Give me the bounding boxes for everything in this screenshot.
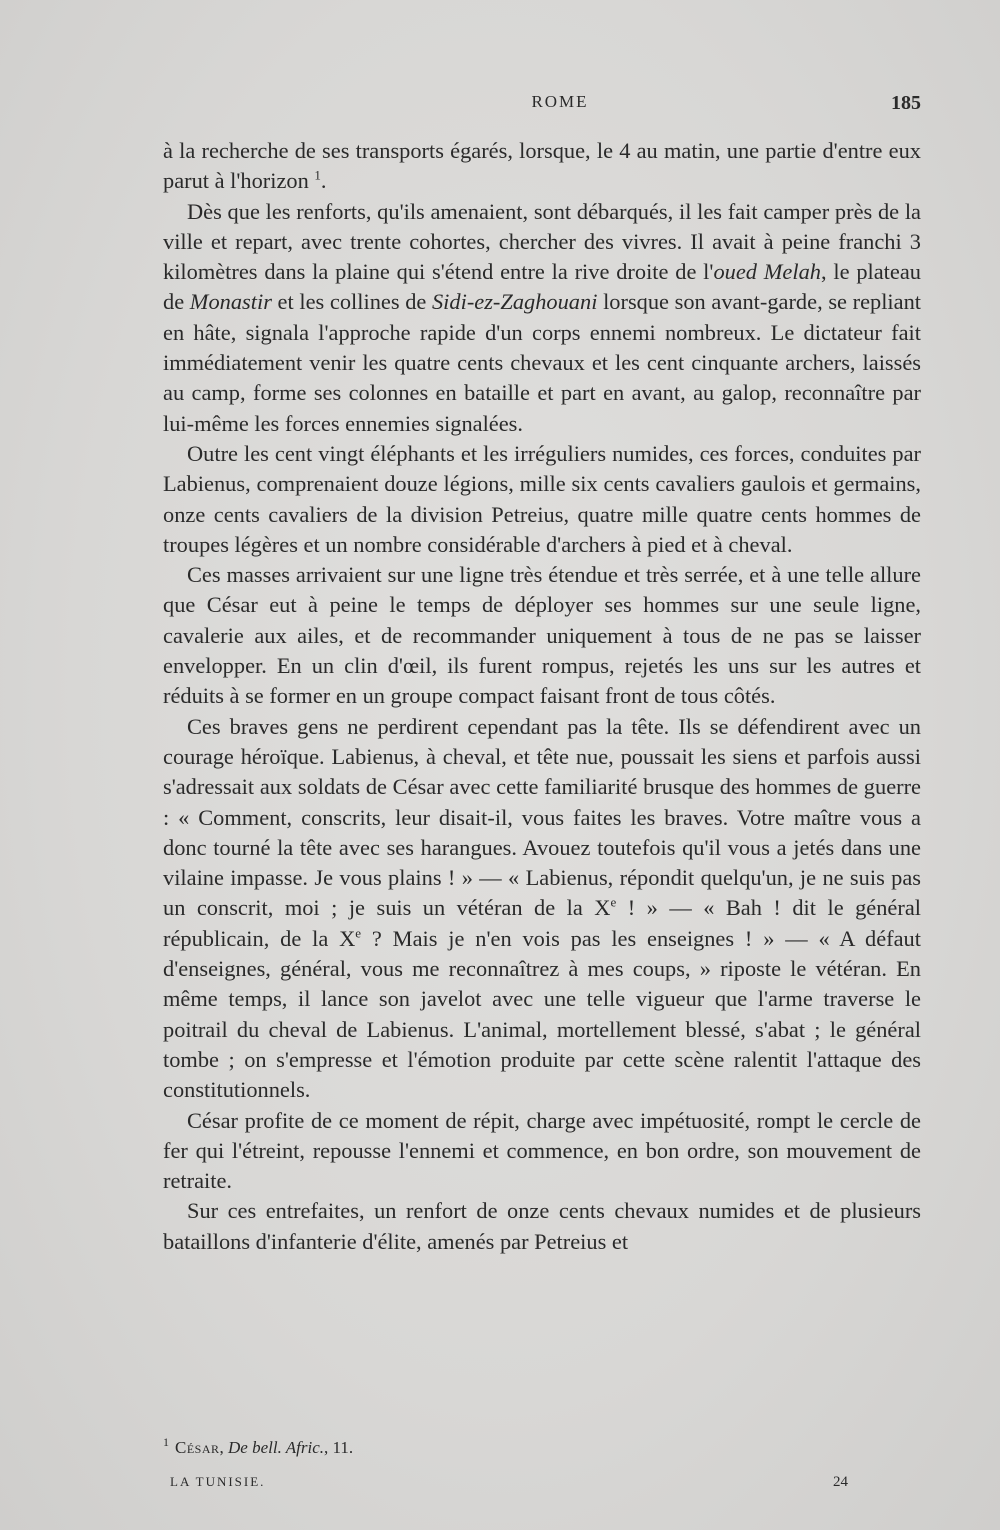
paragraph-text: , le plateau de: [163, 259, 921, 315]
footnote-number: 1: [163, 1435, 169, 1450]
paragraph-3: Outre les cent vingt éléphants et les irréguliers numides, ces forces, conduites par Labienus, comprenaient douze légions, mille six cents cavaliers gaulois et germains, onze cents cavaliers de la division Petreius, quatre mille quatre cents hommes de troupes légères et un nombre considérable d'archers à pied et à cheval.: [163, 440, 921, 557]
paragraph-text: Dès que les renforts, qu'ils amenaient, sont débarqués, il les fait camper près de la ville et repart, avec trente cohortes, chercher des vivres. Il avait à peine franchi 3 kilomètres dans la plaine qui s'étend entre la rive droite de l': [163, 198, 921, 285]
footnote-reference: 1: [314, 167, 321, 183]
running-title: ROME: [531, 92, 589, 111]
footnote-ref: , 11.: [324, 1438, 354, 1457]
place-name: oued Melah: [713, 259, 821, 285]
footnote-author: César: [175, 1438, 220, 1457]
place-name: Sidi-ez-Zaghouani: [431, 289, 598, 315]
paragraph-text: à la recherche de ses transports égarés, lorsque, le 4 au matin, une partie d'entre eux parut à l'horizon: [163, 138, 921, 194]
signature-mark: LA TUNISIE.: [170, 1474, 266, 1489]
paragraph-text: ? Mais je n'en vois pas les enseignes ! » — « A défaut d'enseignes, général, vous me reconnaîtrez à mes coups, » riposte le vétéran. En même temps, il lance son javelot avec une telle vigueur que l'arme traverse le poitrail du cheval de Labienus. L'animal, mortellement blessé, s'abat ; le général tombe ; on s'empresse et l'émotion produite par cette scène ralentit l'attaque des constitutionnels.: [163, 925, 921, 1103]
superscript: e: [355, 925, 362, 941]
footnote-work: De bell. Afric.: [228, 1438, 325, 1457]
paragraph-1: [163, 136, 921, 197]
paragraph-2: [163, 197, 921, 439]
paragraph-5: [163, 712, 921, 1106]
paragraph-text: et les collines de: [271, 289, 432, 315]
paragraph-text: lorsque son avant-garde, se repliant en hâte, signala l'approche rapide d'un corps ennemi nombreux. Le dictateur fait immédiatement venir les quatre cents chevaux et les cent cinquante archers, laissés au camp, forme ses colonnes en bataille et part en avant, au galop, reconnaître par lui-même les forces ennemies signalées.: [163, 289, 922, 436]
page-footer: [170, 1474, 848, 1498]
paragraph-text: ! » — « Bah ! dit le général républicain, de la X: [163, 895, 921, 951]
page-number: 185: [891, 92, 921, 114]
paragraph-7: Sur ces entrefaites, un renfort de onze cents chevaux numides et de plusieurs bataillons d'infanterie d'élite, amenés par Petreius et: [163, 1198, 921, 1254]
footnote: $^1$ César, De bell. Afric., 11.: [163, 1435, 354, 1457]
signature-number: 24: [833, 1474, 848, 1490]
superscript: e: [610, 894, 617, 910]
paragraph-4: Ces masses arrivaient sur une ligne très étendue et très serrée, et à une telle allure que César eut à peine le temps de déployer ses hommes sur une seule ligne, cavalerie aux ailes, et de recommander uniquement à tous de ne pas se laisser envelopper. En un clin d'œil, ils furent rompus, rejetés les uns sur les autres et réduits à se former en un groupe compact faisant front de tous côtés.: [163, 562, 921, 709]
paragraph-text: Ces braves gens ne perdirent cependant pas la tête. Ils se défendirent avec un courage héroïque. Labienus, à cheval, et tête nue, poussait les siens et parfois aussi s'adressait aux soldats de César avec cette familiarité brusque des hommes de guerre : « Comment, conscrits, leur disait-il, vous faites les braves. Votre maître vous a donc tourné la tête avec ses harangues. Avouez toutefois qu'il vous a jetés dans une vilaine impasse. Je vous plains ! » — « Labienus, répondit quelqu'un, je ne suis pas un conscrit, moi ; je suis un vétéran de la X: [163, 713, 921, 921]
place-name: Monastir: [189, 289, 272, 315]
body-text: [163, 136, 921, 1257]
paragraph-6: César profite de ce moment de répit, charge avec impétuosité, rompt le cercle de fer qui l'étreint, repousse l'ennemi et commence, en bon ordre, son mouvement de retraite.: [163, 1107, 921, 1194]
paragraph-text: .: [320, 168, 327, 194]
running-head: [163, 92, 921, 122]
